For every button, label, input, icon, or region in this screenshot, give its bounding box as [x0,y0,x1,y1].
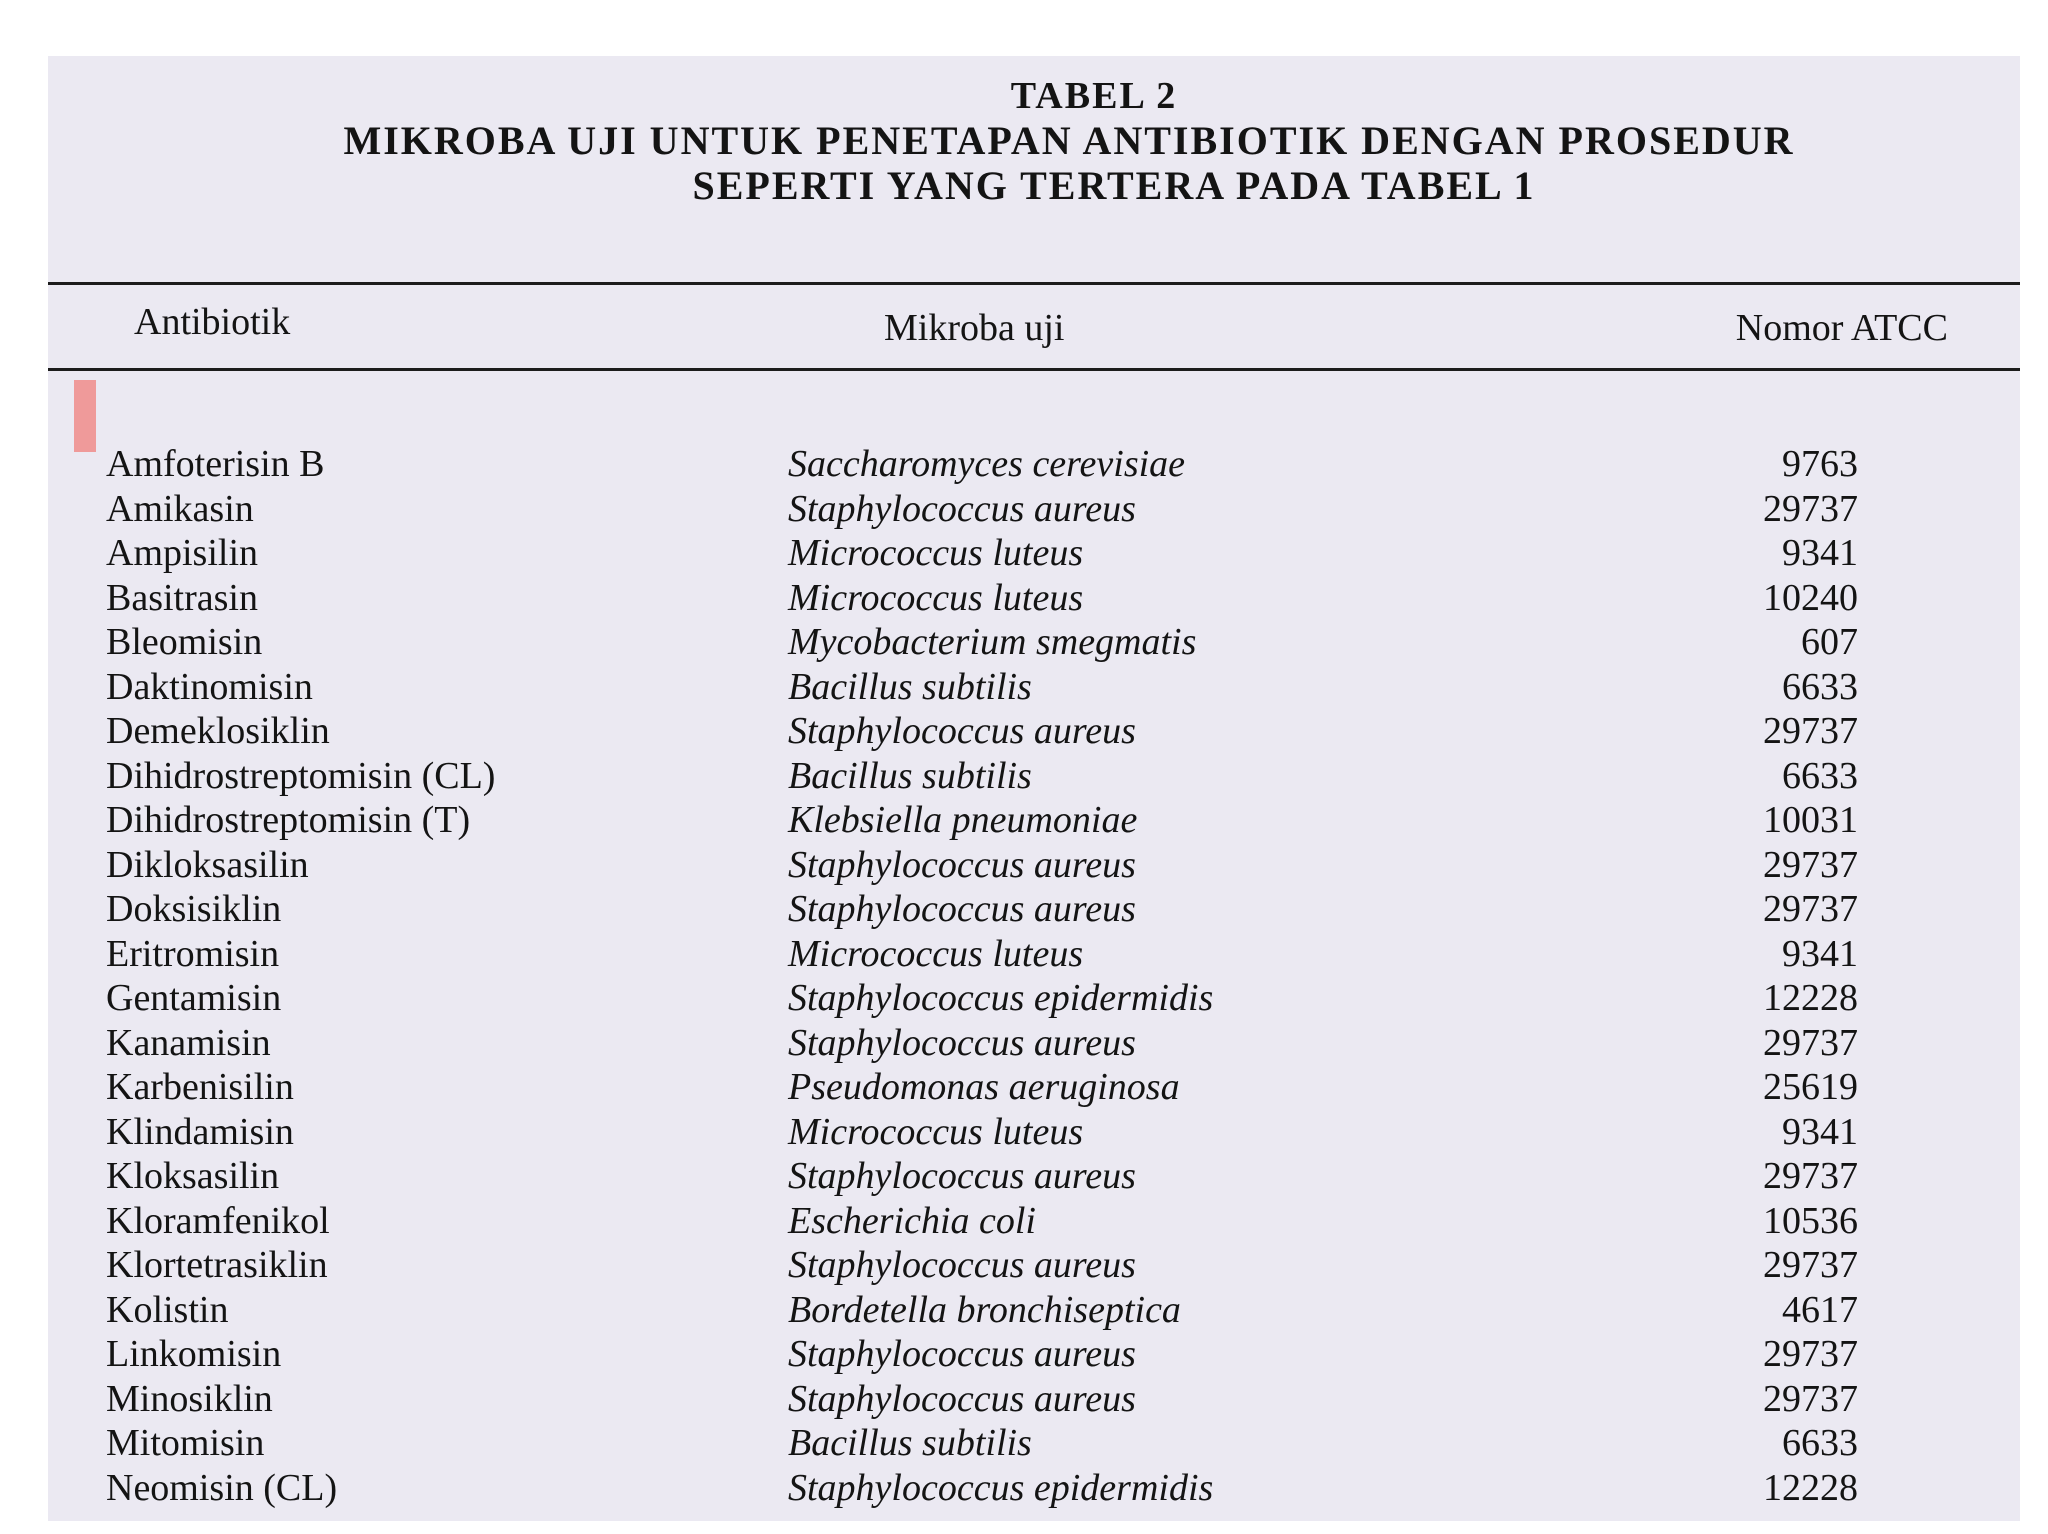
table-row [48,665,2020,710]
cell-antibiotik: Kolistin [106,1288,229,1331]
cell-mikroba-uji: Bacillus subtilis [788,754,1032,797]
cell-antibiotik: Klortetrasiklin [106,1244,328,1286]
table-row [48,620,2020,665]
table-row [48,442,2020,487]
cell-mikroba-uji: Mycobacterium smegmatis [788,621,1197,663]
cell-nomor-atcc: 29737 [1763,1244,1858,1286]
table-row [48,887,2020,932]
table-row [48,1199,2020,1244]
header-nomor-atcc: Nomor ATCC [1735,307,1948,349]
cell-nomor-atcc: 10240 [1763,576,1858,619]
table-title-line-2: SEPERTI YANG TERTERA PADA TABEL 1 [692,163,1536,208]
cell-nomor-atcc: 6633 [1782,754,1858,797]
cell-mikroba-uji: Staphylococcus aureus [788,487,1136,530]
table-row [48,976,2020,1021]
cell-mikroba-uji: Staphylococcus aureus [788,843,1136,886]
cell-antibiotik: Karbenisilin [106,1066,294,1108]
cell-nomor-atcc: 29737 [1763,1155,1858,1197]
table-row [48,1332,2020,1377]
cell-nomor-atcc: 29737 [1763,487,1858,530]
table-row [48,1288,2020,1333]
table-label: TABEL 2 [1010,75,1178,117]
cell-antibiotik: Gentamisin [106,977,282,1019]
cell-antibiotik: Kloramfenikol [106,1199,330,1242]
cell-mikroba-uji: Staphylococcus aureus [788,1333,1136,1375]
table-row [48,1377,2020,1422]
cell-antibiotik: Ampisilin [106,532,259,574]
table-row [48,1021,2020,1066]
cell-antibiotik: Klindamisin [106,1110,294,1153]
cell-antibiotik: Bleomisin [106,621,263,663]
table-row [48,1154,2020,1199]
table-title-line-1: MIKROBA UJI UNTUK PENETAPAN ANTIBIOTIK DENGAN PROSEDUR [343,118,1795,163]
cell-mikroba-uji: Staphylococcus aureus [788,888,1136,930]
cell-antibiotik: Demeklosiklin [106,710,330,752]
cell-mikroba-uji: Staphylococcus aureus [788,1021,1136,1064]
cell-antibiotik: Neomisin (CL) [106,1466,338,1509]
cell-nomor-atcc: 9341 [1782,532,1858,574]
table-row [48,709,2020,754]
table-row [48,843,2020,888]
cell-antibiotik: Dihidrostreptomisin (CL) [106,754,496,797]
table-row [48,932,2020,977]
cell-nomor-atcc: 29737 [1763,1021,1858,1064]
cell-mikroba-uji: Bordetella bronchiseptica [788,1288,1181,1331]
cell-nomor-atcc: 9341 [1782,932,1858,975]
cell-nomor-atcc: 607 [1801,621,1858,663]
cell-mikroba-uji: Micrococcus luteus [788,532,1084,574]
cell-antibiotik: Mitomisin [106,1422,265,1464]
cell-nomor-atcc: 12228 [1763,977,1858,1019]
cell-antibiotik: Minosiklin [106,1377,273,1420]
cell-nomor-atcc: 10536 [1763,1199,1858,1242]
cell-antibiotik: Amikasin [106,487,254,530]
cell-nomor-atcc: 29737 [1763,710,1858,752]
cell-mikroba-uji: Staphylococcus aureus [788,1155,1136,1197]
cell-nomor-atcc: 9763 [1782,443,1858,485]
cell-nomor-atcc: 29737 [1763,843,1858,886]
cell-nomor-atcc: 4617 [1782,1288,1858,1331]
cell-nomor-atcc: 29737 [1763,888,1858,930]
cell-mikroba-uji: Klebsiella pneumoniae [788,799,1138,841]
cell-mikroba-uji: Escherichia coli [788,1199,1036,1242]
cell-nomor-atcc: 25619 [1763,1066,1858,1108]
cell-antibiotik: Amfoterisin B [106,443,325,485]
cell-mikroba-uji: Staphylococcus aureus [788,710,1136,752]
table-row [48,1065,2020,1110]
cell-nomor-atcc: 10031 [1763,799,1858,841]
cell-antibiotik: Eritromisin [106,932,280,975]
table-title-block [48,74,2020,208]
cell-mikroba-uji: Micrococcus luteus [788,576,1084,619]
cell-antibiotik: Dihidrostreptomisin (T) [106,799,471,841]
cell-mikroba-uji: Staphylococcus epidermidis [788,977,1214,1019]
cell-nomor-atcc: 9341 [1782,1110,1858,1153]
table-row [48,1421,2020,1466]
header-antibiotik: Antibiotik [134,301,291,343]
cell-antibiotik: Basitrasin [106,576,258,619]
header-mikroba-uji: Mikroba uji [884,307,1065,349]
table-row [48,576,2020,621]
cell-mikroba-uji: Staphylococcus epidermidis [788,1466,1214,1509]
cell-nomor-atcc: 12228 [1763,1466,1858,1509]
cell-mikroba-uji: Bacillus subtilis [788,665,1032,708]
header-bottom-rule [48,368,2020,371]
cell-antibiotik: Doksisiklin [106,888,282,930]
table-row [48,798,2020,843]
cell-mikroba-uji: Saccharomyces cerevisiae [788,443,1186,485]
table-row [48,1466,2020,1511]
table-body [48,442,2020,1510]
table-row [48,754,2020,799]
header-top-rule [48,282,2020,285]
table-row [48,1243,2020,1288]
table-row [48,487,2020,532]
cell-antibiotik: Kloksasilin [106,1155,280,1197]
table-row [48,531,2020,576]
cell-mikroba-uji: Micrococcus luteus [788,1110,1084,1153]
cell-antibiotik: Daktinomisin [106,665,313,708]
cell-mikroba-uji: Staphylococcus aureus [788,1244,1136,1286]
cell-mikroba-uji: Pseudomonas aeruginosa [788,1066,1180,1108]
cell-nomor-atcc: 6633 [1782,1422,1858,1464]
cell-nomor-atcc: 29737 [1763,1333,1858,1375]
cell-antibiotik: Kanamisin [106,1021,271,1064]
cell-nomor-atcc: 29737 [1763,1377,1858,1420]
cell-nomor-atcc: 6633 [1782,665,1858,708]
cell-mikroba-uji: Bacillus subtilis [788,1422,1032,1464]
scanned-page [48,56,2020,1521]
cell-antibiotik: Dikloksasilin [106,843,309,886]
table-row [48,1110,2020,1155]
cell-antibiotik: Linkomisin [106,1333,282,1375]
cell-mikroba-uji: Staphylococcus aureus [788,1377,1136,1420]
cell-mikroba-uji: Micrococcus luteus [788,932,1084,975]
